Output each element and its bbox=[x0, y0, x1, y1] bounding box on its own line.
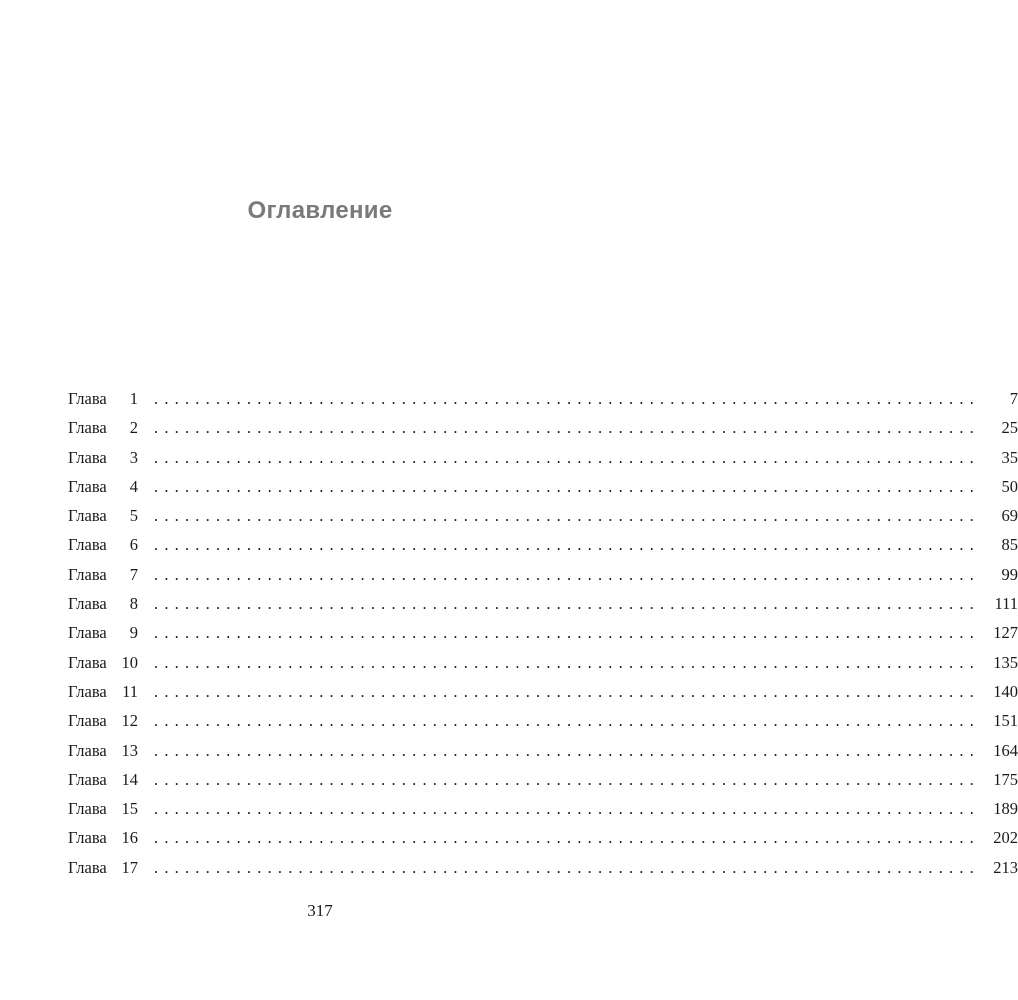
toc-entry-page: 127 bbox=[993, 623, 1018, 643]
toc-entry[interactable] bbox=[68, 418, 1018, 447]
toc-entry-number: 11 bbox=[122, 681, 138, 701]
toc-entry-page: 164 bbox=[993, 740, 1018, 760]
dot-leader: ................................................................................ bbox=[154, 506, 980, 526]
toc-entry-page: 69 bbox=[1001, 506, 1018, 526]
dot-leader: ................................................................................ bbox=[154, 828, 980, 848]
dot-leader: ................................................................................ bbox=[154, 652, 980, 672]
toc-entry-page: 25 bbox=[1001, 418, 1018, 438]
toc-entry-number: 3 bbox=[129, 447, 138, 467]
toc-entry-label: Глава bbox=[68, 681, 107, 701]
toc-entry-number: 6 bbox=[129, 535, 138, 555]
toc-entry[interactable] bbox=[68, 828, 1018, 857]
toc-entry-number: 7 bbox=[129, 564, 138, 584]
page-title: Оглавление bbox=[247, 197, 393, 224]
toc-entry-label: Глава bbox=[68, 594, 107, 614]
toc-entry[interactable] bbox=[68, 476, 1018, 506]
dot-leader: ................................................................................ bbox=[154, 740, 980, 760]
toc-entry-label: Глава bbox=[68, 769, 107, 789]
toc-entry-page: 111 bbox=[994, 594, 1018, 614]
dot-leader: ................................................................................ bbox=[154, 681, 980, 701]
toc-entry-label: Глава bbox=[68, 740, 107, 760]
toc-entry-number: 12 bbox=[121, 711, 138, 731]
toc-entry-number: 16 bbox=[121, 828, 138, 848]
toc-entry-label: Глава bbox=[68, 652, 107, 672]
toc-entry-label: Глава bbox=[68, 564, 107, 584]
dot-leader: ................................................................................ bbox=[154, 389, 980, 408]
dot-leader: ................................................................................ bbox=[154, 535, 980, 555]
toc-entry-label: Глава bbox=[68, 476, 107, 496]
toc-entry[interactable] bbox=[68, 447, 1018, 477]
dot-leader: ................................................................................ bbox=[154, 857, 980, 877]
toc-entry-page: 189 bbox=[993, 799, 1018, 819]
toc-entry-label: Глава bbox=[68, 506, 107, 526]
toc-entry[interactable] bbox=[68, 681, 1018, 711]
toc-entry-number: 10 bbox=[121, 652, 138, 672]
dot-leader: ................................................................................ bbox=[154, 623, 980, 643]
dot-leader: ................................................................................ bbox=[154, 711, 980, 731]
toc-entry[interactable] bbox=[68, 799, 1018, 828]
toc-entry[interactable] bbox=[68, 857, 1018, 887]
toc-entry-label: Глава bbox=[68, 535, 107, 555]
dot-leader: ................................................................................ bbox=[154, 769, 980, 789]
dot-leader: ................................................................................ bbox=[154, 594, 980, 614]
toc-entry[interactable] bbox=[68, 535, 1018, 564]
toc-entry-number: 15 bbox=[121, 799, 138, 819]
toc-entry-page: 135 bbox=[993, 652, 1018, 672]
toc-entry[interactable] bbox=[68, 389, 1018, 418]
toc-entry-page: 202 bbox=[993, 828, 1018, 848]
toc-entry-number: 1 bbox=[129, 389, 138, 408]
page-number: 317 bbox=[307, 901, 333, 920]
toc-entry-number: 17 bbox=[121, 857, 138, 877]
toc-entry-page: 35 bbox=[1001, 447, 1018, 467]
toc-entry[interactable] bbox=[68, 564, 1018, 594]
toc-entry-number: 5 bbox=[129, 506, 138, 526]
dot-leader: ................................................................................ bbox=[154, 447, 980, 467]
toc-entry-page: 213 bbox=[993, 857, 1018, 877]
toc-entry-label: Глава bbox=[68, 857, 107, 877]
toc-entry[interactable] bbox=[68, 711, 1018, 740]
toc-entry-label: Глава bbox=[68, 623, 107, 643]
toc-entry-page: 151 bbox=[993, 711, 1018, 731]
toc-entry-label: Глава bbox=[68, 418, 107, 438]
toc-entry[interactable] bbox=[68, 740, 1018, 770]
toc-entry-label: Глава bbox=[68, 389, 107, 408]
toc-entry[interactable] bbox=[68, 652, 1018, 682]
toc-entry[interactable] bbox=[68, 769, 1018, 799]
toc-entry[interactable] bbox=[68, 506, 1018, 535]
toc-entry-label: Глава bbox=[68, 711, 107, 731]
toc-entry-number: 2 bbox=[129, 418, 138, 438]
toc-entry-number: 14 bbox=[121, 769, 138, 789]
toc-entry-page: 85 bbox=[1001, 535, 1018, 555]
toc-entry-label: Глава bbox=[68, 828, 107, 848]
toc-entry-page: 140 bbox=[993, 681, 1018, 701]
dot-leader: ................................................................................ bbox=[154, 418, 980, 438]
dot-leader: ................................................................................ bbox=[154, 564, 980, 584]
toc-entry-page: 175 bbox=[993, 769, 1018, 789]
toc-entry[interactable] bbox=[68, 623, 1018, 652]
toc-entry-label: Глава bbox=[68, 447, 107, 467]
toc-entry-page: 7 bbox=[1009, 389, 1018, 408]
toc-entry-label: Глава bbox=[68, 799, 107, 819]
toc-entry-number: 13 bbox=[121, 740, 138, 760]
toc-entry-number: 4 bbox=[129, 476, 138, 496]
toc-entry-page: 99 bbox=[1001, 564, 1018, 584]
toc-entry-page: 50 bbox=[1001, 476, 1018, 496]
toc-entry-number: 9 bbox=[129, 623, 138, 643]
toc-entry[interactable] bbox=[68, 594, 1018, 623]
dot-leader: ................................................................................ bbox=[154, 799, 980, 819]
toc-entry-number: 8 bbox=[129, 594, 138, 614]
table-of-contents bbox=[68, 389, 1018, 887]
dot-leader: ................................................................................ bbox=[154, 476, 980, 496]
